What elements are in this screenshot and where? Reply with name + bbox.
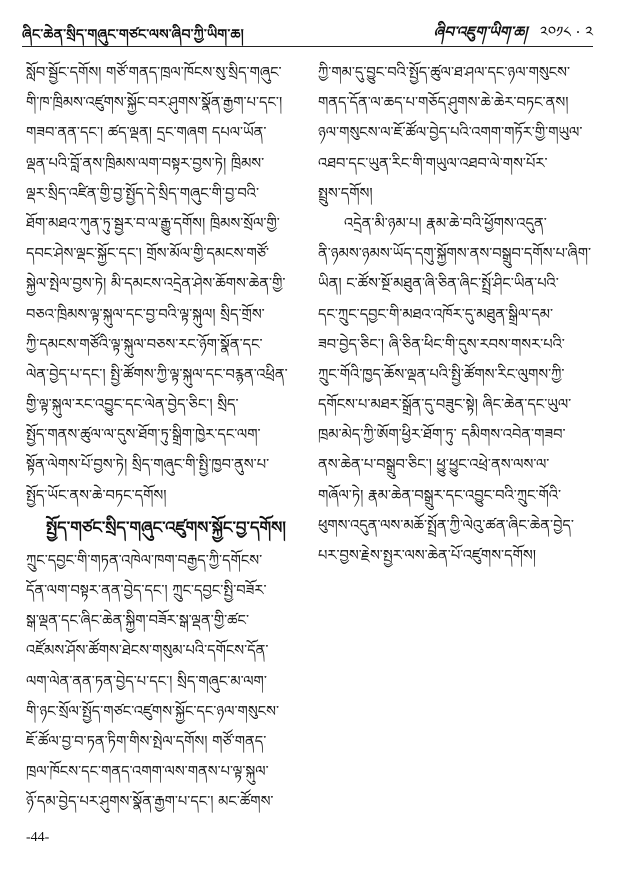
- text-line: ཀྲུང་དབྱང་གི་གཏན་འཁེལ་ཁག་བརྒྱད་ཀྱི་དགོངས་: [26, 551, 263, 569]
- text-line: ཕུགས་འདུན་ལས་མཆོ་སྤྲོན་ཀྱི་ལེའུ་ཚན་ཞིང་ཆེན་བྱེད་: [318, 516, 574, 534]
- text-line: ནས་ཆེན་པ་བསྒྲུབ་ཅིང་། ཕྱུ་ཕྱུང་འཕྲེ་ནས་ལས་ལ་: [318, 456, 550, 474]
- text-line: ཁྲམ་མེད་ཀྱི་ཨོག་ཕྱིར་ཐོག་ཏུ་ དམིགས་འབེན་གཟབ་: [318, 426, 566, 444]
- text-line: སློབ་སྦྱོང་དགོས། གཙོ་གནད་ཁྲལ་ཁོངས་སུ་སྲིད་གཞུང་: [26, 64, 282, 81]
- text-line: ཀྲུང་གོའི་ཁྱད་ཆོས་ལྡན་པའི་སྤྱི་ཚོགས་རིང་ལུགས་ཀྱི་: [318, 365, 565, 383]
- text-line: ཇོ་ཚོལ་བྱ་བ་ཏན་ཏིག་གིས་སྤེལ་དགོས། གཙོ་གནད་: [26, 732, 267, 750]
- text-line: ཉོ་དམ་བྱེད་པར་ཤུགས་སྣོན་རྒྱག་པ་དང་། མང་ཚོགས་: [26, 793, 274, 811]
- text-line: གཟབ་ནན་དང་། ཚད་ལྡན། དྲང་གཞག དཔལ་ཡོན་: [26, 124, 267, 142]
- text-line: སྐྱེལ་སྤེལ་བྱས་ཏེ། མི་དམངས་འདྲེན་ཤེས་ཆོགས་ཆེན་གྱི་: [26, 275, 286, 293]
- left-column: [26, 58, 306, 818]
- journal-title: ཞིབ་འཇུག་ཡིག་ཆ།: [433, 23, 528, 41]
- text-line: གི་ཉང་སྲོལ་སྤྱོད་གཙང་འཛུགས་སྐྱོང་དང་ཉལ་གསུངས་: [26, 702, 280, 720]
- text-line: པར་བྱས་རྗེས་སྤྱར་ལས་ཆེན་པོ་འཛུགས་དགོས།: [318, 547, 536, 564]
- text-line: གཞོལ་ཏེ། རྣམ་ཆེན་བསྒྲུར་དང་འབྱུང་བའི་ཀྲུང་གོའི་: [318, 486, 562, 504]
- text-line: བཅའ་ཁྲིམས་ལྟ་སྐུལ་དང་བྱ་བའི་ལྟ་སྐུལ། སྲིད་གྲོས་: [26, 305, 265, 323]
- text-line: སྤྱོད་གནས་ཚུལ་ལ་དུས་ཐོག་ཏུ་སྒྲིག་ཁྱེར་དང་ལག་: [26, 426, 261, 444]
- text-line: གི་ཁ་ཁྲིམས་འཛུགས་སྐྱོང་བར་ཤུགས་སྣོན་རྒྱག་པ་དང་།: [26, 94, 283, 112]
- text-line: ཁྲལ་ཁོངས་དང་གནད་འགག་ལས་གནས་པ་ལྟ་སྐུལ་: [26, 763, 269, 781]
- text-line: འཐབ་དང་ཡུན་རིང་གི་གཡུལ་འཐབ་ལེ་གས་པོར་: [318, 154, 548, 172]
- text-line: ལྡན་པའི་བློ་ནས་ཁྲིམས་ལག་བསྟར་བྱས་ཏེ། ཁྲིམས་: [26, 154, 265, 172]
- text-line: དགོངས་པ་མཐར་སྒྲོན་དུ་བཟུང་སྟེ། ཞིང་ཆེན་དང་ཡུལ་: [318, 396, 572, 414]
- text-line: ནི་ཉམས་ཉམས་ཡོད་དགུ་སྐྱོགས་ནས་བསྒྲུབ་དགོས་པ་ཞིག་: [318, 245, 592, 263]
- right-paragraph-1: [318, 58, 598, 209]
- text-line: འདྲེན་མི་ཉམ་པ། རྣམ་ཆེ་བའི་ཕྱོགས་འདུན་: [344, 214, 547, 232]
- text-line: ལག་ལེན་ནན་ཏན་བྱེད་པ་དང་། སྲིད་གཞུང་མ་ལག་: [26, 672, 267, 690]
- text-line: ཉལ་གསུངས་ལ་ཇོ་ཚོལ་བྱེད་པའི་འགག་གཏོར་གྱི་གཡུལ་: [318, 124, 583, 142]
- text-line: གནད་དོན་ལ་ཆད་པ་གཅོད་ཤུགས་ཆེ་ཆེར་བཏང་ནས།: [318, 94, 569, 112]
- text-line: ཀྱི་གམ་དུ་བྱུང་བའི་སྤྱོད་ཚུལ་ཐ་ཤལ་དང་ཉལ་གསུངས་: [318, 64, 571, 81]
- text-line: ཡིན། ང་ཚོས་སྔོ་མཐུན་ཞི་ཅིན་ཞིང་སྤྲོ་ཤིང་ཡིན་པའི་: [318, 275, 559, 293]
- left-paragraph-2: [26, 546, 306, 818]
- text-line: གྱི་ལྟ་སྐུལ་རང་འབྱུང་དང་ལེན་བྱེད་ཅིང་། སྲིད་: [26, 396, 239, 414]
- text-line: སྤྲུས་དགོས།: [318, 184, 373, 202]
- running-title: ཞིང་ཆེན་སྲིད་གཞུང་གཙང་ལས་ཞིབ་ཀྱི་ཡིག་ཆ།: [22, 27, 244, 43]
- right-paragraph-2: [318, 209, 598, 571]
- text-line: དབང་ཤེས་ལྡང་སྐྱོང་དང་། གྲོས་མོལ་གྱི་དམངས་གཙོ་: [26, 245, 270, 263]
- page-header: [22, 8, 593, 47]
- right-column: [318, 58, 598, 571]
- text-line: ཟབ་བྱེད་ཅིང་། ཞི་ཅིན་ཕིང་གི་དུས་རབས་གསར་པའི་: [318, 335, 565, 353]
- text-line: སྟོན་ལེགས་པོ་བྱས་ཏེ། སྲིད་གཞུང་གི་སྤྱི་ཁྱབ་ནུས་པ་: [26, 456, 270, 474]
- text-line: ལྡར་སྲིད་འཛིན་གྱི་བྱ་སྤྱོད་དེ་སྲིད་གཞུང་གི་བྱ་བའི་: [26, 184, 260, 202]
- text-line: འཛོམས་ཤོས་ཚོགས་ཐེངས་གསུམ་པའི་དགོངས་དོན་: [26, 642, 269, 660]
- section-heading: སྤྱོད་གཙང་སྲིད་གཞུང་འཛུགས་སྐྱོང་བྱ་དགོས།: [46, 517, 286, 537]
- text-line: དང་ཀྲུང་དབྱང་གི་མཐའ་འཁོར་དུ་མཐུན་སྒྲིལ་དམ་: [318, 305, 554, 323]
- text-line: སྒ་ལྡན་དང་ཞིང་ཆེན་སྐྱིག་བཟོར་སྒ་ལྡན་གྱི་ཚང་: [26, 612, 250, 630]
- text-line: དོན་ལག་བསྟར་ནན་བྱེད་དང་། ཀྲུང་དབྱང་སྤྱི་བཟོར་: [26, 582, 267, 599]
- text-line: ཀྱི་དམངས་གཙོའི་ལྟ་སྐུལ་བཅས་རང་ཉོག་སྣོན་དང་: [26, 335, 263, 353]
- text-line: ཐོག་མཐའ་ཀུན་ཏུ་སྦྱར་བ་ལ་རྒྱུ་དགོས། ཁྲིམས་སྲོལ་གྱི་: [26, 214, 280, 232]
- journal-header: [434, 16, 593, 58]
- text-line: སྤྱོད་ཡོང་ནས་ཆེ་བཏང་དགོས།: [26, 486, 167, 504]
- page-number: -44-: [26, 830, 50, 845]
- issue-number: ༢༠༡༨ · ༢: [540, 23, 593, 41]
- left-paragraph-1: [26, 58, 306, 511]
- text-line: ལེན་བྱེད་པ་དང་། སྤྱི་ཚོགས་ཀྱི་ལྟ་སྐུལ་དང་བརྙན་འཕྲིན་: [26, 365, 288, 383]
